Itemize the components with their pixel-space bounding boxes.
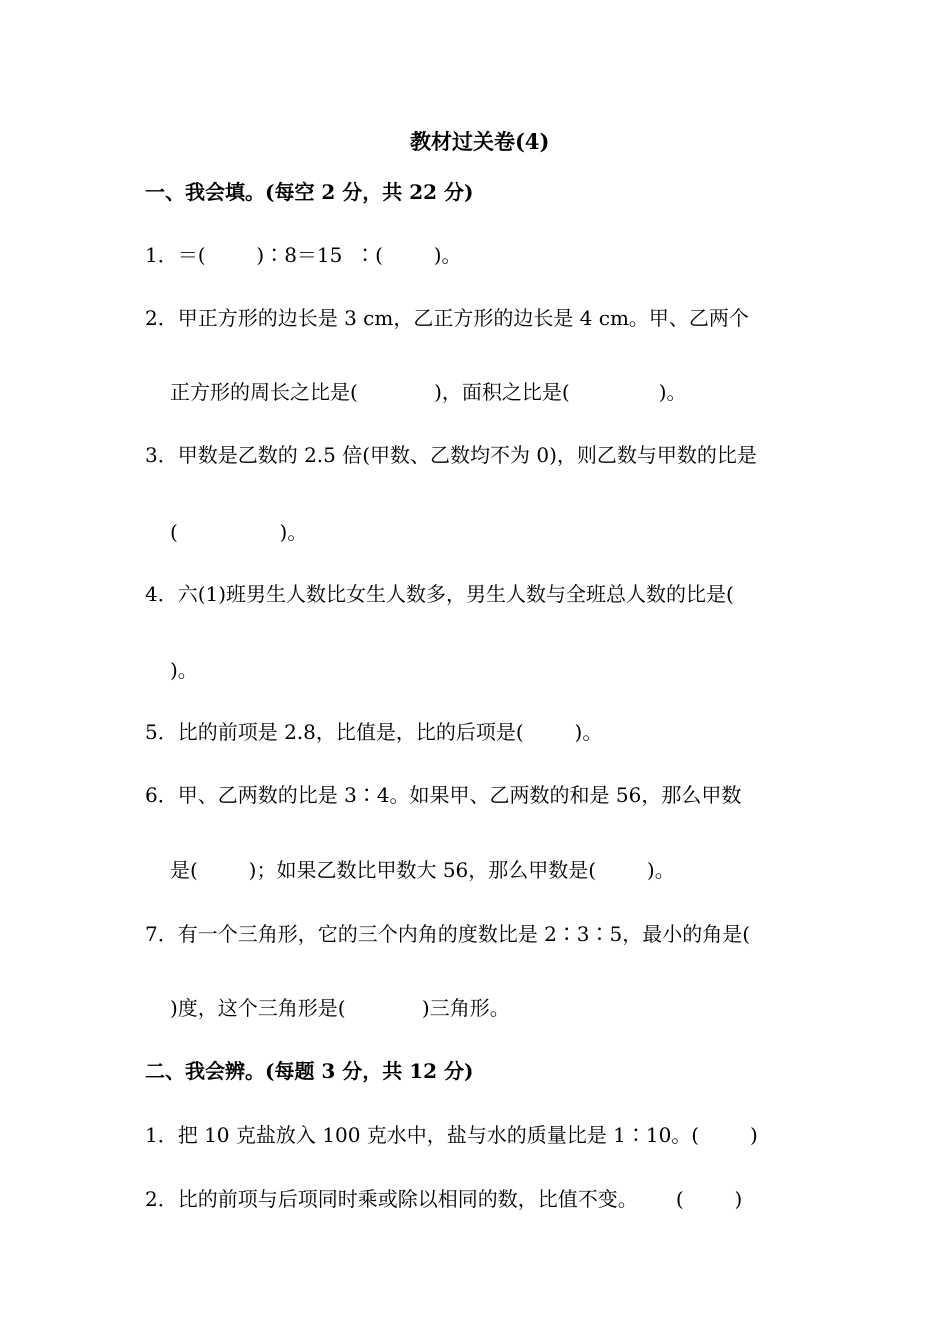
section-1-heading: 一、我会填。(每空 2 分，共 22 分)	[145, 180, 474, 204]
question-1-3-line1: 3．甲数是乙数的 2.5 倍(甲数、乙数均不为 0)，则乙数与甲数的比是	[145, 443, 757, 467]
question-1-2-line2: 正方形的周长之比是( )，面积之比是( )。	[170, 380, 687, 404]
question-1-4-line2: )。	[170, 658, 198, 682]
page-title: 教材过关卷(4)	[410, 129, 550, 154]
question-1-5: 5．比的前项是 2.8，比值是，比的后项是( )。	[145, 720, 603, 744]
question-1-3-line2: ( )。	[170, 520, 308, 544]
question-1-6-line1: 6．甲、乙两数的比是 3∶4。如果甲、乙两数的和是 56，那么甲数	[145, 783, 742, 807]
question-2-1: 1．把 10 克盐放入 100 克水中，盐与水的质量比是 1∶10。( )	[145, 1123, 758, 1147]
question-1-4-line1: 4．六(1)班男生人数比女生人数多，男生人数与全班总人数的比是(	[145, 582, 734, 606]
question-2-2: 2．比的前项与后项同时乘或除以相同的数，比值不变。 ( )	[145, 1187, 743, 1211]
question-1-7-line2: )度，这个三角形是( )三角形。	[170, 996, 510, 1020]
question-1-1: 1．＝( )∶8＝15 ∶( )。	[145, 243, 462, 267]
section-2-heading: 二、我会辨。(每题 3 分，共 12 分)	[145, 1059, 474, 1083]
question-1-7-line1: 7．有一个三角形，它的三个内角的度数比是 2∶3∶5，最小的角是(	[145, 922, 751, 946]
question-1-2-line1: 2．甲正方形的边长是 3 cm，乙正方形的边长是 4 cm。甲、乙两个	[145, 306, 749, 330]
question-1-6-line2: 是( )；如果乙数比甲数大 56，那么甲数是( )。	[170, 858, 675, 882]
